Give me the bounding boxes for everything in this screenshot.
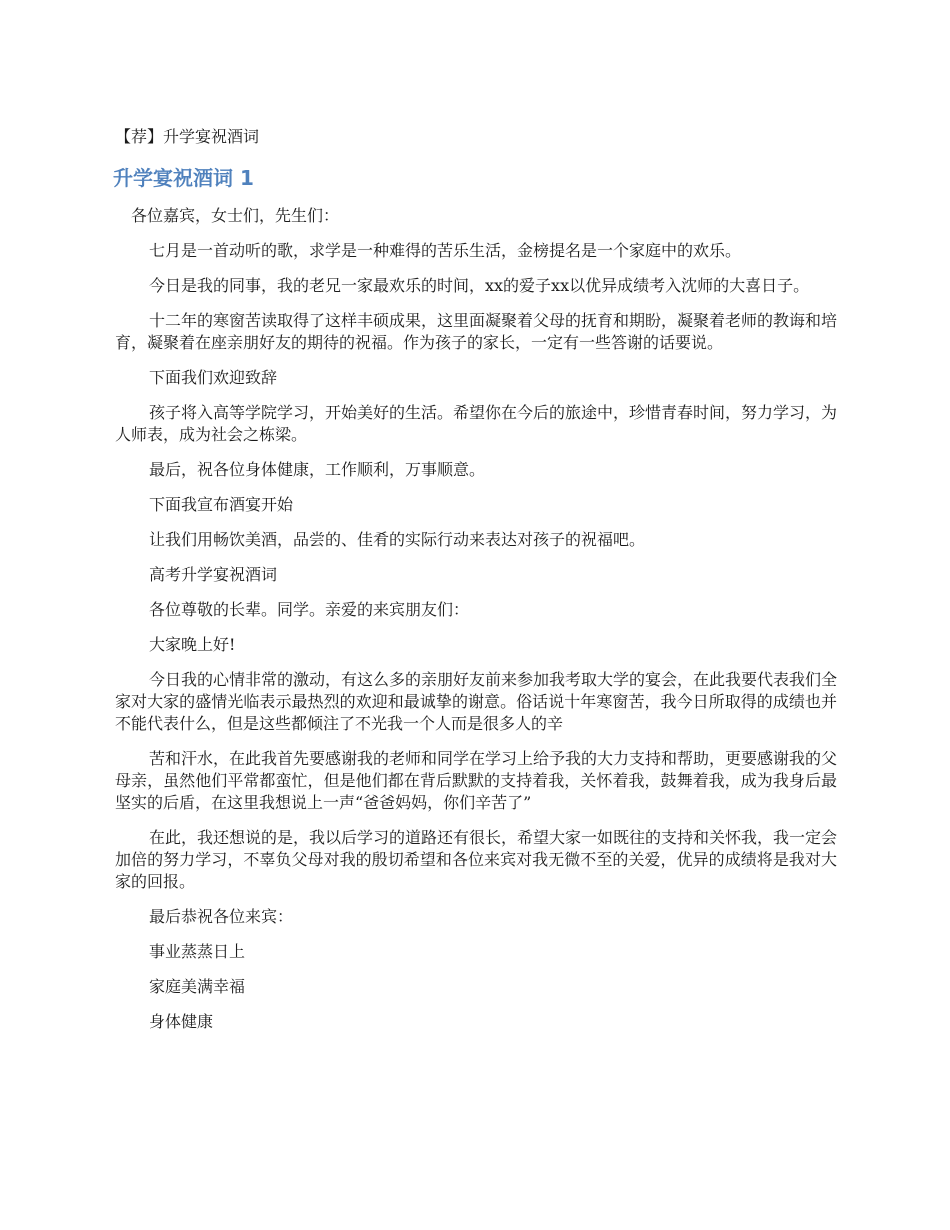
paragraph: 在此，我还想说的是，我以后学习的道路还有很长，希望大家一如既往的支持和关怀我，我一定会加倍的努力学习，不辜负父母对我的殷切希望和各位来宾对我无微不至的关爱，优异的成绩将是我对大家的回报。 bbox=[115, 828, 838, 891]
paragraph: 最后，祝各位身体健康，工作顺利，万事顺意。 bbox=[149, 460, 486, 479]
paragraph: 大家晚上好! bbox=[149, 635, 236, 654]
greeting-line: 各位嘉宾，女士们，先生们： bbox=[131, 206, 340, 225]
section-heading: 升学宴祝酒词 1 bbox=[113, 166, 254, 190]
paragraph: 下面我宣布酒宴开始 bbox=[149, 495, 294, 514]
paragraph: 十二年的寒窗苦读取得了这样丰硕成果，这里面凝聚着父母的抚育和期盼，凝聚着老师的教诲和培育，凝聚着在座亲朋好友的期待的祝福。作为孩子的家长，一定有一些答谢的话要说。 bbox=[115, 311, 838, 352]
document-tag-line: 【荐】升学宴祝酒词 bbox=[115, 127, 260, 146]
paragraph: 让我们用畅饮美酒，品尝的、佳肴的实际行动来表达对孩子的祝福吧。 bbox=[149, 530, 646, 549]
paragraph: 七月是一首动听的歌，求学是一种难得的苦乐生活，金榜提名是一个家庭中的欢乐。 bbox=[149, 241, 742, 260]
paragraph: 各位尊敬的长辈。同学。亲爱的来宾朋友们： bbox=[149, 600, 470, 619]
paragraph: 高考升学宴祝酒词 bbox=[149, 565, 278, 584]
paragraph: 家庭美满幸福 bbox=[149, 977, 246, 996]
paragraph: 身体健康 bbox=[149, 1012, 214, 1031]
paragraph: 下面我们欢迎致辞 bbox=[149, 368, 278, 387]
paragraph: 今日是我的同事，我的老兄一家最欢乐的时间，xx的爱子xx以优异成绩考入沈师的大喜日子。 bbox=[149, 276, 810, 295]
paragraph: 孩子将入高等学院学习，开始美好的生活。希望你在今后的旅途中，珍惜青春时间，努力学习，为人师表，成为社会之栋梁。 bbox=[115, 403, 838, 444]
paragraph: 今日我的心情非常的激动，有这么多的亲朋好友前来参加我考取大学的宴会，在此我要代表我们全家对大家的盛情光临表示最热烈的欢迎和最诚挚的谢意。俗话说十年寒窗苦，我今日所取得的成绩也并不能代表什么，但是这些都倾注了不光我一个人而是很多人的辛 bbox=[115, 670, 838, 733]
paragraph: 最后恭祝各位来宾： bbox=[149, 907, 294, 926]
paragraph: 事业蒸蒸日上 bbox=[149, 942, 246, 961]
document-body bbox=[115, 240, 837, 1046]
paragraph: 苦和汗水，在此我首先要感谢我的老师和同学在学习上给予我的大力支持和帮助，更要感谢我的父母亲，虽然他们平常都蛮忙，但是他们都在背后默默的支持着我，关怀着我，鼓舞着我，成为我身后最坚实的后盾，在这里我想说上一声“爸爸妈妈，你们辛苦了” bbox=[115, 749, 838, 812]
